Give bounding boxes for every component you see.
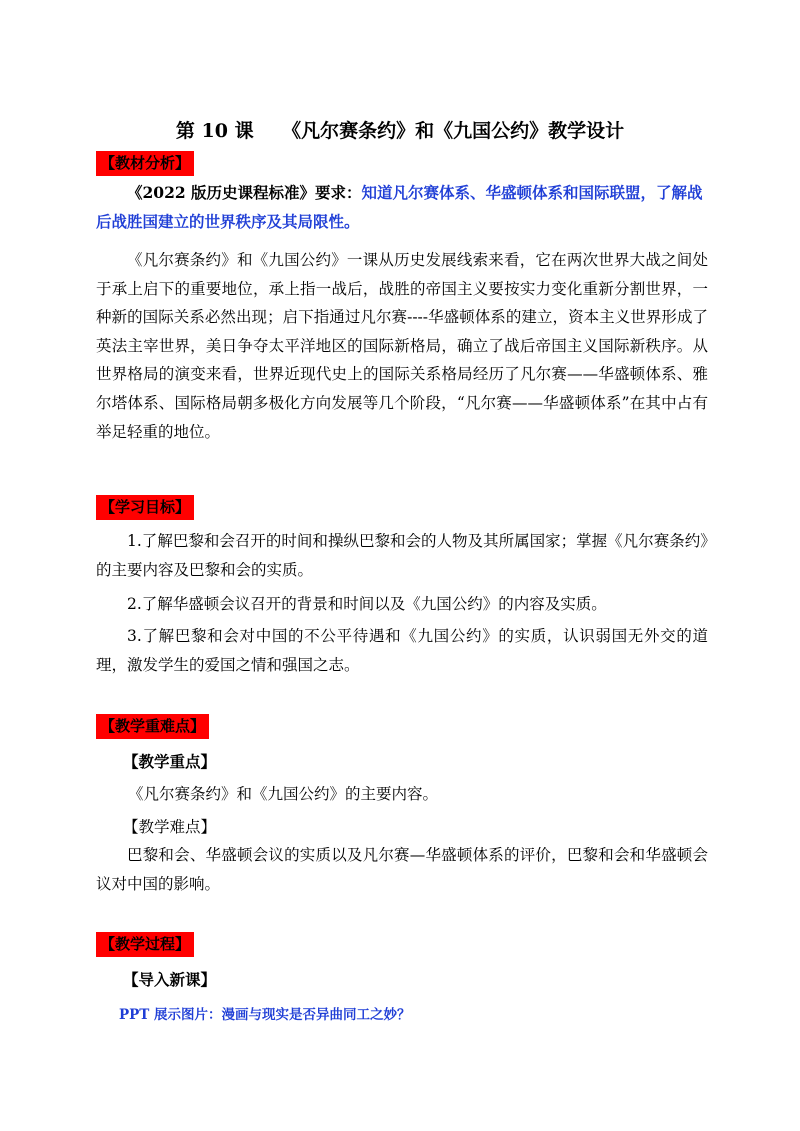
curriculum-standard <box>96 178 708 236</box>
difficulty-label: 【教学难点】 <box>123 818 217 836</box>
key-point-label: 【教学重点】 <box>123 752 217 771</box>
standard-text: 知道凡尔赛体系、华盛顿体系和国际联盟，了解战后战胜国建立的世界秩序及其局限性。 <box>96 183 703 231</box>
ppt-instruction: PPT 展示图片：漫画与现实是否异曲同工之妙？ <box>119 1007 411 1023</box>
analysis-paragraph: 《凡尔赛条约》和《九国公约》一课从历史发展线索来看，它在两次世界大战之间处于承上启下的重要地位，承上指一战后，战胜的帝国主义要按实力变化重新分割世界，一种新的国际关系必然出现；启下指通过凡尔赛----华盛顿体系的建立，资本主义世界形成了英法主宰世界，美日争夺太平洋地区的国际新格局，确立了战后帝国主义国际新秩序。从世界格局的演变来看，世界近现代史上的国际关系格局经历了凡尔赛——华盛顿体系、雅尔塔体系、国际格局朝多极化方向发展等几个阶段，“凡尔赛——华盛顿体系”在其中占有举足轻重的地位。 <box>96 251 708 441</box>
objective-item-2: 2.了解华盛顿会议召开的背景和时间以及《九国公约》的内容及实质。 <box>127 595 607 613</box>
section-tag-analysis: 【教材分析】 <box>96 151 194 176</box>
difficulty-text: 巴黎和会、华盛顿会议的实质以及凡尔赛—华盛顿体系的评价，巴黎和会和华盛顿会议对中国的影响。 <box>96 846 708 893</box>
page-title: 第 10 课 《凡尔赛条约》和《九国公约》教学设计 <box>175 120 625 142</box>
section-tag-process: 【教学过程】 <box>96 932 194 957</box>
standard-label: 《2022 版历史课程标准》要求： <box>127 183 362 202</box>
section-tag-objectives: 【学习目标】 <box>96 495 194 520</box>
objective-item-3: 3.了解巴黎和会对中国的不公平待遇和《九国公约》的实质，认识弱国无外交的道理，激发学生的爱国之情和强国之志。 <box>96 627 708 674</box>
section-tag-key-points: 【教学重难点】 <box>96 714 209 739</box>
objective-item-1: 1.了解巴黎和会召开的时间和操纵巴黎和会的人物及其所属国家；掌握《凡尔赛条约》的主要内容及巴黎和会的实质。 <box>96 532 708 579</box>
key-point-text: 《凡尔赛条约》和《九国公约》的主要内容。 <box>128 785 439 803</box>
intro-label: 【导入新课】 <box>123 970 217 989</box>
